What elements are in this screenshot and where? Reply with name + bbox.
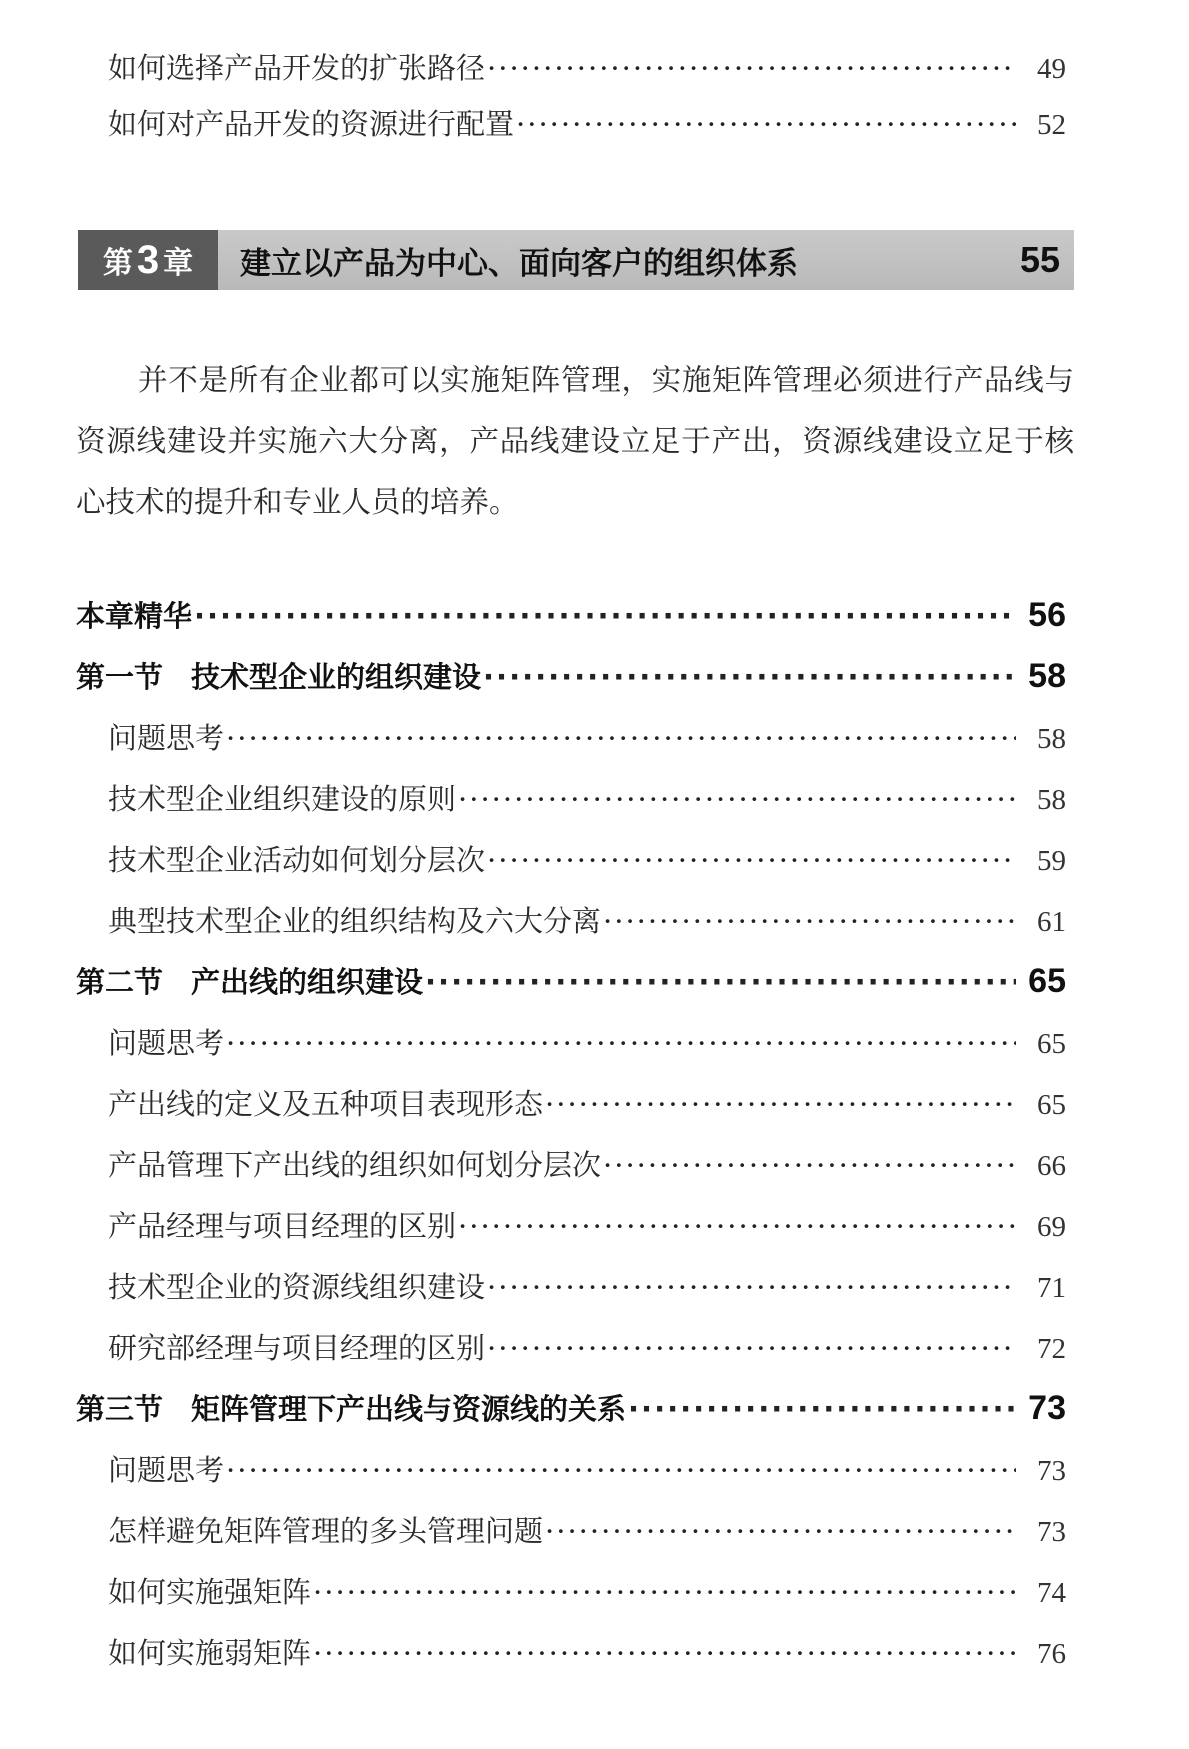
toc-entry-title: 研究部经理与项目经理的区别 xyxy=(108,1331,486,1365)
toc-entry[interactable] xyxy=(108,1021,1066,1062)
toc-essence-title: 本章精华 xyxy=(76,599,193,633)
toc-entry-page: 65 xyxy=(1037,1089,1066,1121)
toc-entry[interactable] xyxy=(108,102,1066,143)
section-title: 产出线的组织建设 xyxy=(191,965,424,999)
toc-entry[interactable] xyxy=(108,1448,1066,1489)
toc-entry-title: 产品管理下产出线的组织如何划分层次 xyxy=(108,1148,602,1182)
toc-entry-page: 73 xyxy=(1037,1455,1066,1487)
toc-entry-page: 73 xyxy=(1037,1516,1066,1548)
chapter-prefix: 第 xyxy=(102,246,133,281)
toc-entry-page: 74 xyxy=(1037,1577,1066,1609)
dot-leader xyxy=(545,1514,1016,1548)
toc-entry-title: 产品经理与项目经理的区别 xyxy=(108,1209,457,1243)
toc-entry-title: 技术型企业的资源线组织建设 xyxy=(108,1270,486,1304)
dot-leader xyxy=(603,1148,1016,1182)
chapter-banner[interactable] xyxy=(78,230,1074,290)
toc-entry-page: 58 xyxy=(1037,723,1066,755)
toc-section[interactable] xyxy=(76,1387,1066,1428)
dot-leader xyxy=(516,107,1016,141)
dot-leader xyxy=(194,599,1016,633)
toc-entry-page: 59 xyxy=(1037,845,1066,877)
dot-leader xyxy=(425,965,1016,999)
section-title: 矩阵管理下产出线与资源线的关系 xyxy=(191,1392,627,1426)
section-label: 第一节 xyxy=(76,660,164,694)
toc-entry-title: 产出线的定义及五种项目表现形态 xyxy=(108,1087,544,1121)
toc-essence[interactable] xyxy=(76,594,1066,635)
dot-leader xyxy=(487,1331,1016,1365)
toc-entry-page: 66 xyxy=(1037,1150,1066,1182)
dot-leader xyxy=(458,1209,1016,1243)
toc-entry[interactable] xyxy=(108,777,1066,818)
section-page: 73 xyxy=(1028,1389,1066,1427)
toc-entry-title: 问题思考 xyxy=(108,1026,225,1060)
toc-entry-page: 49 xyxy=(1037,53,1066,85)
dot-leader xyxy=(313,1575,1016,1609)
dot-leader xyxy=(487,1270,1016,1304)
section-page: 65 xyxy=(1028,962,1066,1000)
toc-entry[interactable] xyxy=(108,1326,1066,1367)
toc-entry-page: 72 xyxy=(1037,1333,1066,1365)
toc-entry-page: 65 xyxy=(1037,1028,1066,1060)
dot-leader xyxy=(226,1026,1016,1060)
section-label: 第二节 xyxy=(76,965,164,999)
toc-section[interactable] xyxy=(76,960,1066,1001)
toc-entry[interactable] xyxy=(108,899,1066,940)
toc-entry-page: 61 xyxy=(1037,906,1066,938)
dot-leader xyxy=(545,1087,1016,1121)
dot-leader xyxy=(483,660,1016,694)
dot-leader xyxy=(603,904,1016,938)
dot-leader xyxy=(487,843,1016,877)
toc-entry-title: 如何实施强矩阵 xyxy=(108,1575,312,1609)
toc-entry-page: 71 xyxy=(1037,1272,1066,1304)
chapter-title: 建立以产品为中心、面向客户的组织体系 xyxy=(240,245,798,282)
section-title: 技术型企业的组织建设 xyxy=(191,660,482,694)
toc-entry-title: 技术型企业活动如何划分层次 xyxy=(108,843,486,877)
chapter-suffix: 章 xyxy=(163,246,194,281)
chapter-page: 55 xyxy=(1019,239,1060,280)
toc-entry-title: 怎样避免矩阵管理的多头管理问题 xyxy=(108,1514,544,1548)
section-label: 第三节 xyxy=(76,1392,164,1426)
dot-leader xyxy=(226,1453,1016,1487)
toc-entry[interactable] xyxy=(108,1265,1066,1306)
toc-entry-page: 52 xyxy=(1037,109,1066,141)
chapter-label-box xyxy=(78,230,218,290)
dot-leader xyxy=(628,1392,1016,1426)
section-page: 58 xyxy=(1028,657,1066,695)
toc-entry[interactable] xyxy=(108,1570,1066,1611)
toc-entry[interactable] xyxy=(108,1082,1066,1123)
chapter-intro: 并不是所有企业都可以实施矩阵管理，实施矩阵管理必须进行产品线与资源线建设并实施六大分离，产品线建设立足于产出，资源线建设立足于核心技术的提升和专业人员的培养。 xyxy=(76,363,1074,519)
toc-entry-title: 典型技术型企业的组织结构及六大分离 xyxy=(108,904,602,938)
toc-entry[interactable] xyxy=(108,716,1066,757)
toc-entry[interactable] xyxy=(108,1509,1066,1550)
toc-entry-page: 76 xyxy=(1037,1638,1066,1670)
toc-entry[interactable] xyxy=(108,1143,1066,1184)
toc-essence-page: 56 xyxy=(1028,596,1066,634)
toc-entry-page: 69 xyxy=(1037,1211,1066,1243)
toc-section[interactable] xyxy=(76,655,1066,696)
dot-leader xyxy=(226,721,1016,755)
dot-leader xyxy=(487,51,1016,85)
dot-leader xyxy=(313,1636,1016,1670)
toc-entry[interactable] xyxy=(108,46,1066,87)
chapter-number: 3 xyxy=(136,237,160,282)
toc-entry-title: 如何实施弱矩阵 xyxy=(108,1636,312,1670)
dot-leader xyxy=(458,782,1016,816)
toc-entry-page: 58 xyxy=(1037,784,1066,816)
toc-entry[interactable] xyxy=(108,1204,1066,1245)
toc-entry[interactable] xyxy=(108,838,1066,879)
toc-entry-title: 问题思考 xyxy=(108,721,225,755)
toc-entry-title: 如何对产品开发的资源进行配置 xyxy=(108,107,515,141)
toc-entry-title: 如何选择产品开发的扩张路径 xyxy=(108,51,486,85)
toc-entry-title: 问题思考 xyxy=(108,1453,225,1487)
toc-entry-title: 技术型企业组织建设的原则 xyxy=(108,782,457,816)
toc-entry[interactable] xyxy=(108,1631,1066,1672)
